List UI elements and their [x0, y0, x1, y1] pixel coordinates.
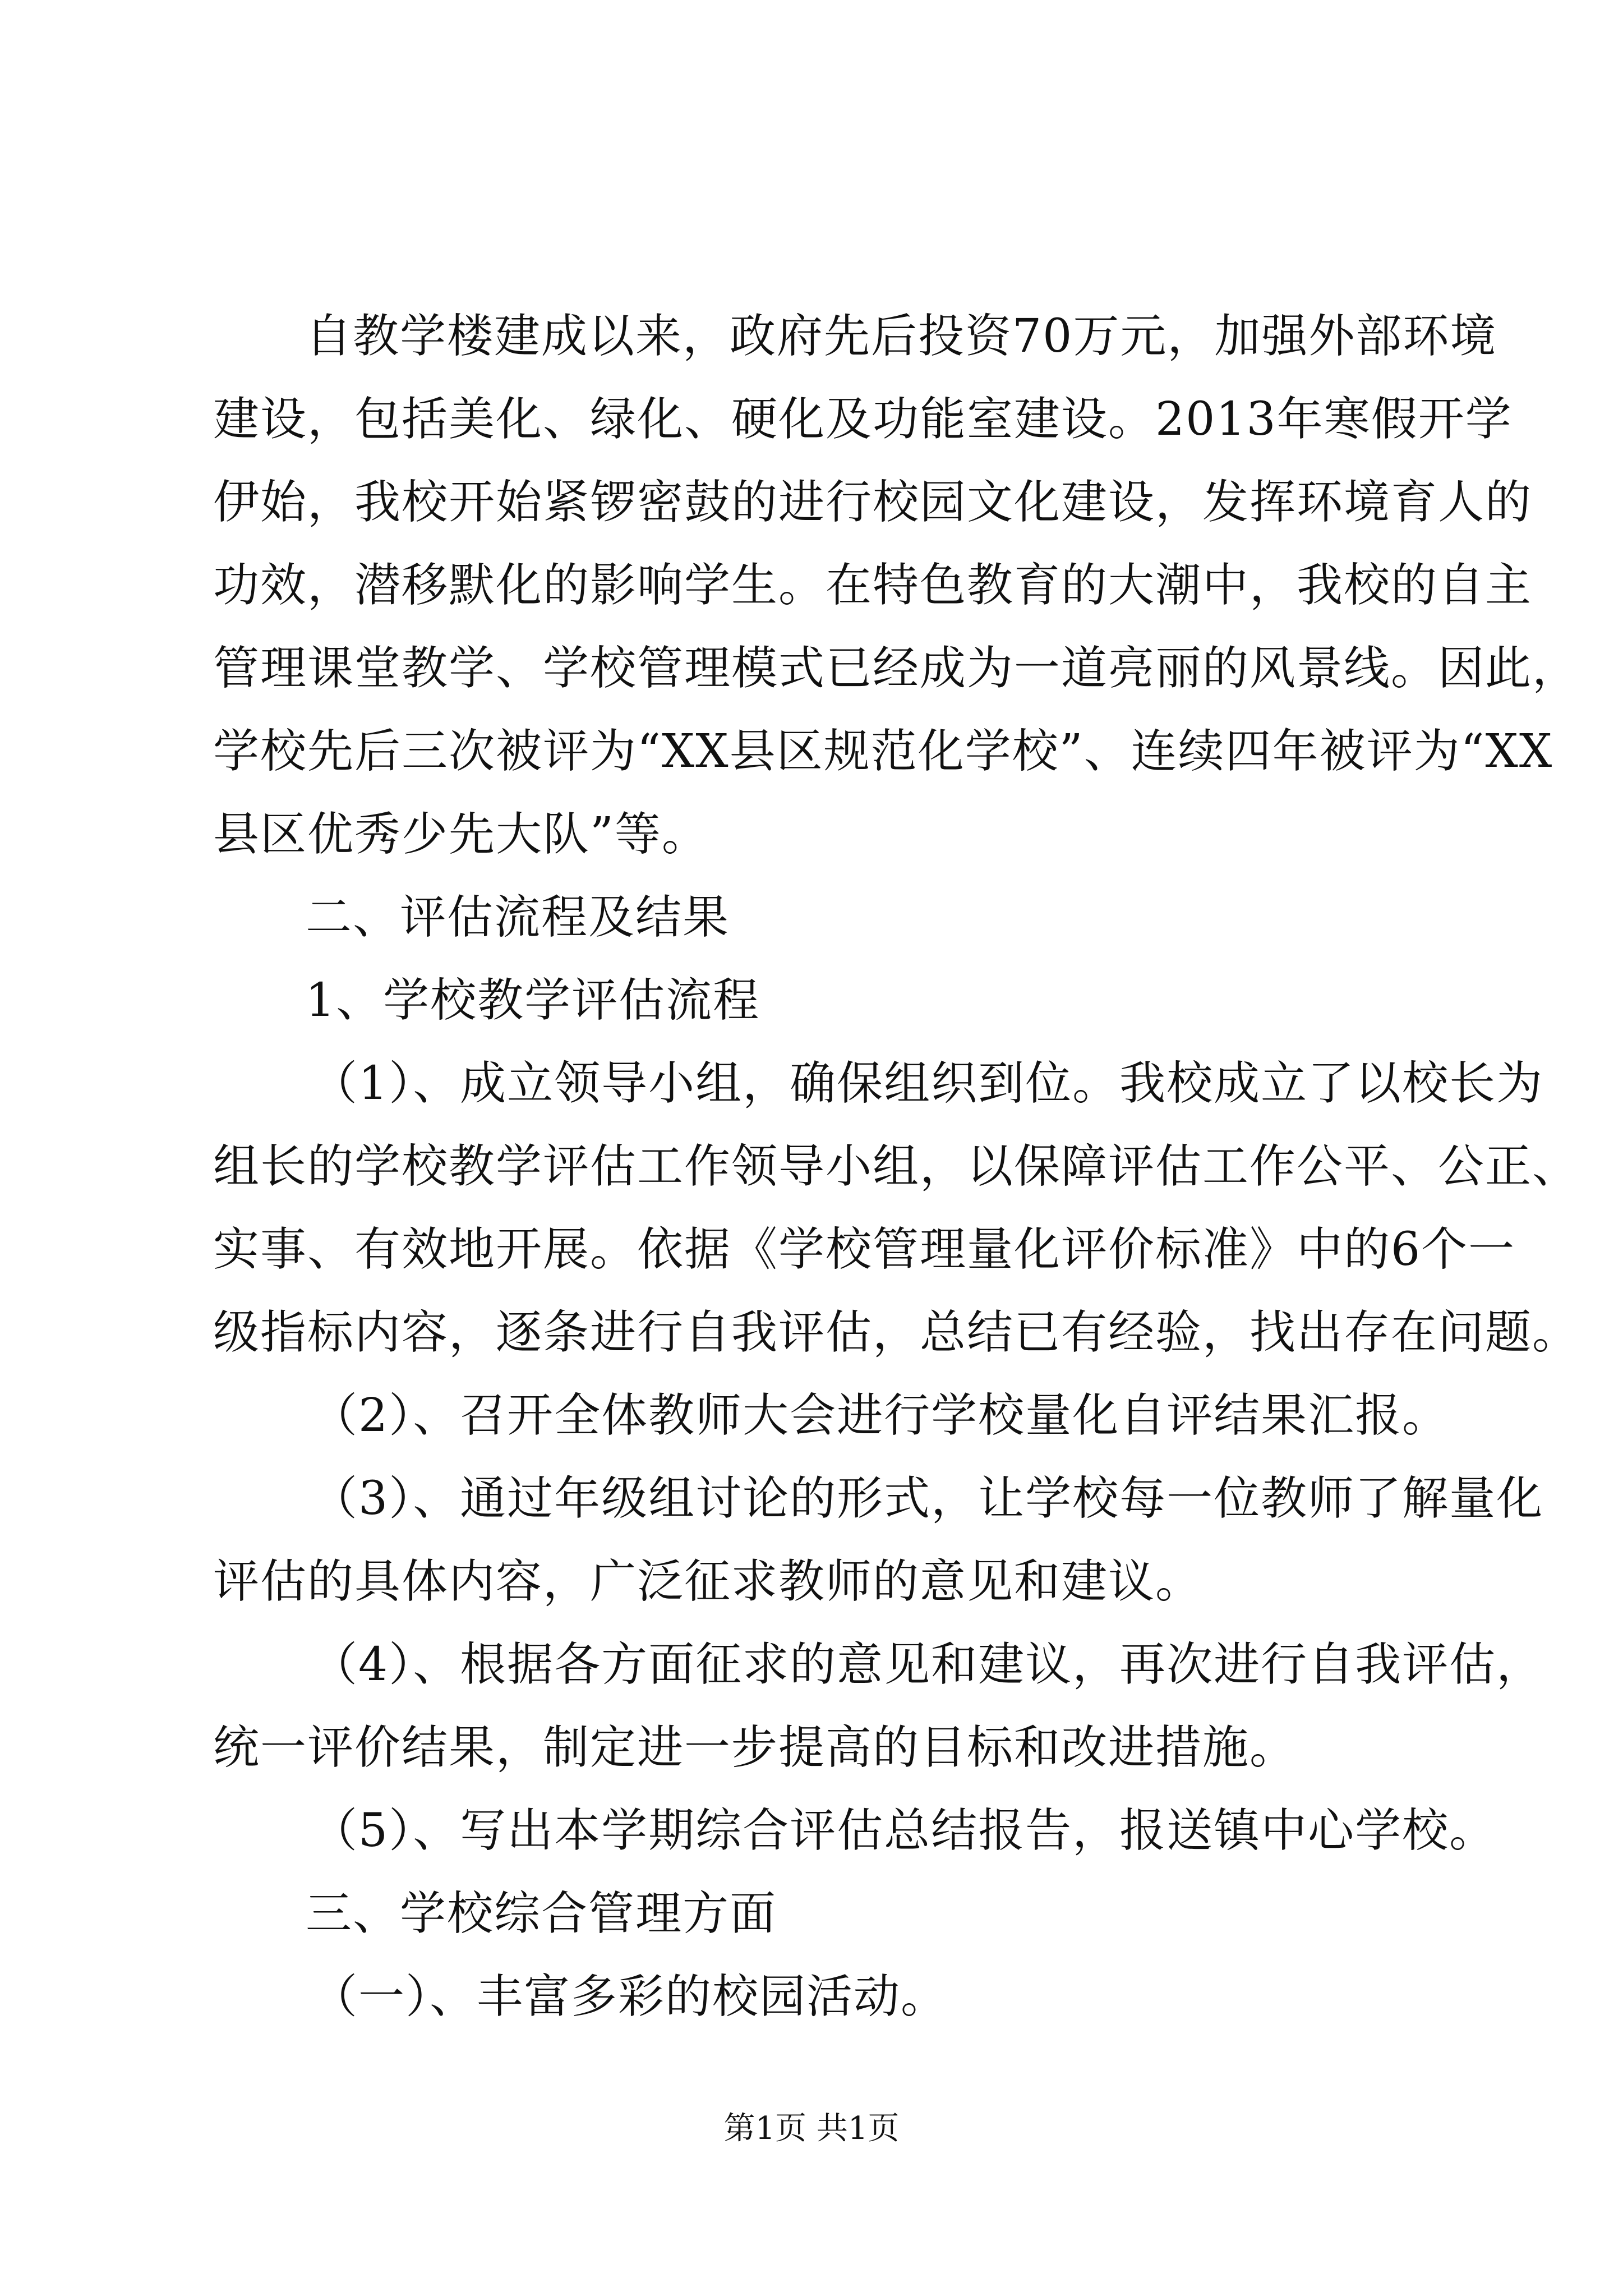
- paragraph-line: （4）、根据各方面征求的意见和建议，再次进行自我评估，: [311, 1638, 1544, 1691]
- paragraph-line: 组长的学校教学评估工作领导小组，以保障评估工作公平、公正、: [213, 1140, 1580, 1193]
- paragraph-line: 统一评价结果，制定进一步提高的目标和改进措施。: [213, 1721, 1297, 1774]
- paragraph-line: 评估的具体内容，广泛征求教师的意见和建议。: [213, 1555, 1203, 1608]
- paragraph-line: （2）、召开全体教师大会进行学校量化自评结果汇报。: [311, 1389, 1450, 1442]
- paragraph-line: 建设，包括美化、绿化、硬化及功能室建设。2013年寒假开学: [213, 393, 1513, 446]
- paragraph-line: （1）、成立领导小组，确保组织到位。我校成立了以校长为: [311, 1057, 1544, 1110]
- section-heading: 二、评估流程及结果: [306, 891, 730, 944]
- paragraph-line: 伊始，我校开始紧锣密鼓的进行校园文化建设，发挥环境育人的: [213, 476, 1533, 529]
- paragraph-line: 级指标内容，逐条进行自我评估，总结已有经验，找出存在问题。: [213, 1306, 1580, 1359]
- paragraph-line: 实事、有效地开展。依据《学校管理量化评价标准》中的6个一: [213, 1223, 1516, 1276]
- section-heading: 三、学校综合管理方面: [306, 1887, 777, 1940]
- paragraph-line: （3）、通过年级组讨论的形式，让学校每一位教师了解量化: [311, 1472, 1544, 1525]
- paragraph-line: 功效，潜移默化的影响学生。在特色教育的大潮中，我校的自主: [213, 559, 1533, 612]
- page-footer: 第1页 共1页: [723, 2110, 900, 2147]
- paragraph-line: 自教学楼建成以来，政府先后投资70万元，加强外部环境: [306, 310, 1497, 363]
- paragraph-line: （5）、写出本学期综合评估总结报告，报送镇中心学校。: [311, 1804, 1497, 1857]
- subsection-heading: （一）、丰富多彩的校园活动。: [311, 1970, 948, 2023]
- paragraph-line: 学校先后三次被评为“XX县区规范化学校”、连续四年被评为“XX: [213, 725, 1553, 778]
- subsection-heading: 1、学校教学评估流程: [306, 974, 760, 1027]
- paragraph-line: 县区优秀少先大队”等。: [213, 808, 709, 861]
- paragraph-line: 管理课堂教学、学校管理模式已经成为一道亮丽的风景线。因此，: [213, 642, 1580, 695]
